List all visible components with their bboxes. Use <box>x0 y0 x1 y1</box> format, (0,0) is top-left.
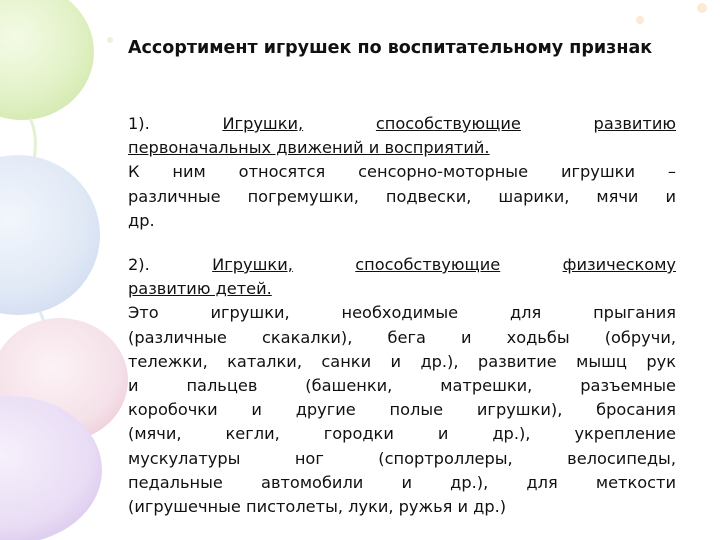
underlined-text: физическому <box>562 255 676 275</box>
underlined-text: развитию детей. <box>128 279 272 299</box>
underlined-text: первоначальных движений и восприятий. <box>128 138 490 158</box>
paragraph-1 <box>128 112 676 233</box>
slide-body <box>128 112 676 539</box>
paragraph-line: и пальцев (башенки, матрешки, разъемные <box>128 376 676 396</box>
underlined-text: способствующие <box>375 114 521 133</box>
paragraph-line: тележки, каталки, санки и др.), развитие мышц рук <box>128 351 676 371</box>
paragraph-line: (игрушечные пистолеты, луки, ружья и др.) <box>128 497 507 517</box>
paragraph-line: К ним относятся сенсорно-моторные игрушки – <box>128 162 676 182</box>
paragraph-line: коробочки и другие полые игрушки), бросания <box>128 400 676 420</box>
slide-title: Ассортимент игрушек по воспитательному признак <box>128 38 653 58</box>
paragraph-line: различные погремушки, подвески, шарики, мячи и <box>128 186 676 206</box>
paragraph-line <box>128 277 676 301</box>
paragraph-line: др. <box>128 210 155 230</box>
paragraph-line: мускулатуры ног (спортроллеры, велосипеды, <box>128 448 676 468</box>
paragraph-2 <box>128 253 676 519</box>
paragraph-line <box>128 136 676 160</box>
paragraph-line: (различные скакалки), бега и ходьбы (обручи, <box>128 327 676 347</box>
item-number: 1). <box>128 114 150 133</box>
paragraph-line <box>128 112 676 136</box>
paragraph-line <box>128 253 676 277</box>
underlined-text: Игрушки, <box>222 114 304 133</box>
item-number: 2). <box>128 255 150 275</box>
paragraph-line: педальные автомобили и др.), для меткости <box>128 472 676 492</box>
paragraph-line: Это игрушки, необходимые для прыгания <box>128 303 676 323</box>
underlined-text: развитию <box>593 114 676 133</box>
underlined-text: Игрушки, <box>212 255 293 275</box>
paragraph-line: (мячи, кегли, городки и др.), укрепление <box>128 424 676 444</box>
underlined-text: способствующие <box>355 255 501 275</box>
